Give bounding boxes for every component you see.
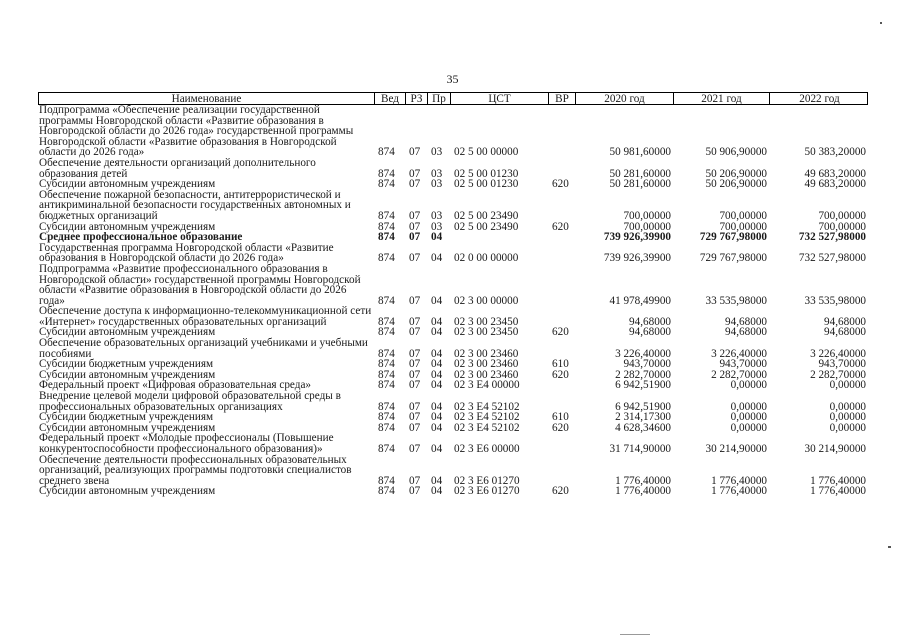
cell-vr: 620: [552, 485, 569, 498]
cell-name: Федеральный проект «Молодые профессионалы (Повышение конкурентоспособности профессионального образования)»: [39, 432, 334, 455]
cell-pr: 04: [431, 379, 443, 392]
cell-y2020: 2 314,17300: [615, 411, 671, 424]
cell-name: Среднее профессиональное образование: [39, 231, 243, 244]
cell-vr: 620: [552, 326, 569, 339]
cell-y2022: 0,00000: [829, 421, 866, 434]
budget-table: [38, 92, 868, 497]
header-name: Наименование: [39, 93, 375, 105]
cell-vr: 610: [552, 358, 569, 371]
cell-y2020: 4 628,34600: [615, 421, 671, 434]
cell-y2021: 0,00000: [730, 421, 767, 434]
cell-ved: 874: [378, 379, 395, 392]
cell-cst: 02 5 00 00000: [454, 146, 519, 159]
cell-rz: 07: [409, 167, 421, 180]
cell-pr: 04: [431, 485, 443, 498]
cell-y2020: 41 978,49900: [609, 294, 671, 307]
cell-y2021: 50 206,90000: [705, 178, 767, 191]
cell-name: Субсидии бюджетным учреждениям: [39, 411, 214, 424]
cell-rz: 07: [409, 347, 421, 360]
cell-y2022: 49 683,20000: [804, 178, 866, 191]
cell-y2020: 1 776,40000: [615, 485, 671, 498]
cell-ved: 874: [378, 368, 395, 381]
cell-name: Подпрограмма «Развитие профессионального образования в Новгородской области» государственной программы Новгородской области «Развитие образования в Новгородской области до 2026 года»: [39, 262, 361, 307]
cell-name: Федеральный проект «Цифровая образовательная среда»: [39, 379, 312, 392]
cell-cst: 02 3 E4 00000: [454, 379, 520, 392]
cell-ved: 874: [378, 326, 395, 339]
cell-rz: 07: [409, 368, 421, 381]
cell-y2022: 732 527,98000: [798, 252, 866, 265]
cell-rz: 07: [409, 252, 421, 265]
cell-pr: 04: [431, 315, 443, 328]
cell-cst: 02 3 E4 52102: [454, 400, 520, 413]
cell-rz: 07: [409, 315, 421, 328]
cell-pr: 04: [431, 443, 443, 455]
cell-y2020: 739 926,39900: [603, 252, 671, 265]
cell-y2020: 50 281,60000: [609, 167, 671, 180]
cell-ved: 874: [378, 252, 395, 265]
cell-ved: 874: [378, 315, 395, 328]
cell-cst: 02 5 00 01230: [454, 167, 519, 180]
cell-y2021: 729 767,98000: [699, 231, 767, 244]
cell-pr: 04: [431, 411, 443, 424]
cell-y2022: 0,00000: [829, 411, 866, 424]
cell-rz: 07: [409, 146, 421, 159]
cell-y2020: 94,68000: [629, 315, 671, 328]
table-row: [38, 433, 868, 454]
cell-pr: 04: [431, 368, 443, 381]
table-row: [38, 486, 868, 497]
cell-pr: 03: [431, 209, 443, 222]
cell-cst: 02 0 00 00000: [454, 252, 519, 265]
cell-rz: 07: [409, 400, 421, 413]
cell-y2021: 1 776,40000: [711, 474, 767, 487]
cell-y2021: 700,00000: [719, 220, 767, 233]
cell-rz: 07: [409, 178, 421, 191]
table-row: [38, 391, 868, 412]
cell-pr: 03: [431, 178, 443, 191]
cell-name: Обеспечение деятельности организаций дополнительного образования детей: [39, 156, 316, 180]
table-row: [38, 338, 868, 359]
cell-y2022: 94,68000: [824, 326, 866, 339]
cell-y2022: 0,00000: [829, 379, 866, 392]
cell-cst: 02 3 E6 01270: [454, 474, 520, 487]
cell-y2021: 2 282,70000: [711, 368, 767, 381]
cell-pr: 03: [431, 220, 443, 233]
header-pr: Пр: [428, 93, 451, 105]
cell-cst: 02 3 E6 01270: [454, 485, 520, 498]
cell-name: Субсидии автономным учреждениям: [39, 178, 216, 191]
cell-ved: 874: [378, 294, 395, 307]
cell-rz: 07: [409, 294, 421, 307]
table-row: [38, 105, 868, 158]
cell-name: Субсидии бюджетным учреждениям: [39, 358, 214, 371]
cell-name: Обеспечение образовательных организаций учебниками и учебными пособиями: [39, 337, 368, 360]
header-cst: ЦСТ: [451, 93, 549, 105]
cell-cst: 02 3 00 23450: [454, 326, 519, 339]
cell-rz: 07: [409, 220, 421, 233]
scan-mark: [880, 22, 882, 24]
cell-cst: 02 3 00 00000: [454, 294, 519, 307]
cell-y2022: 49 683,20000: [804, 167, 866, 180]
cell-pr: 03: [431, 146, 443, 159]
cell-y2020: 31 714,90000: [609, 443, 671, 455]
scan-mark: [888, 546, 891, 548]
cell-name: Обеспечение пожарной безопасности, антитеррористической и антикриминальной безопасности государственных автономных и бюджетных организаций: [39, 188, 351, 222]
cell-y2022: 94,68000: [824, 315, 866, 328]
cell-y2020: 943,70000: [623, 358, 671, 371]
cell-name: Внедрение целевой модели цифровой образовательной среды в профессиональных образовательных организациях: [39, 390, 341, 413]
cell-name: Субсидии автономным учреждениям: [39, 368, 216, 381]
cell-y2021: 94,68000: [725, 315, 767, 328]
table-row: [38, 243, 868, 264]
cell-y2020: 700,00000: [623, 220, 671, 233]
cell-cst: 02 3 E6 00000: [454, 443, 520, 455]
page-number: 35: [446, 72, 459, 86]
cell-y2021: 50 906,90000: [705, 146, 767, 159]
cell-cst: 02 5 00 01230: [454, 178, 519, 191]
cell-pr: 04: [431, 231, 443, 244]
header-ved: Вед: [375, 93, 406, 105]
cell-cst: 02 5 00 23490: [454, 220, 519, 233]
cell-y2022: 0,00000: [829, 400, 866, 413]
cell-name: Обеспечение доступа к информационно-телекоммуникационной сети «Интернет» государственных образовательных организаций: [39, 305, 372, 328]
cell-pr: 04: [431, 474, 443, 487]
cell-y2021: 94,68000: [725, 326, 767, 339]
cell-y2020: 6 942,51900: [615, 379, 671, 392]
cell-y2021: 3 226,40000: [711, 347, 767, 360]
cell-y2022: 50 383,20000: [804, 146, 866, 159]
cell-vr: 620: [552, 421, 569, 434]
cell-y2021: 943,70000: [719, 358, 767, 371]
cell-name: Подпрограмма «Обеспечение реализации государственной программы Новгородской области «Развитие образования в Новгородской области до 2026 года» государственной программы Новгородской области «Развитие образования в Новгородской области до 2026 года»: [39, 104, 354, 159]
cell-cst: 02 5 00 23490: [454, 209, 519, 222]
header-2020: 2020 год: [576, 93, 674, 105]
cell-y2021: 729 767,98000: [699, 252, 767, 265]
header-vr: ВР: [549, 93, 576, 105]
cell-ved: 874: [378, 347, 395, 360]
cell-y2021: 0,00000: [730, 411, 767, 424]
cell-pr: 04: [431, 421, 443, 434]
cell-ved: 874: [378, 220, 395, 233]
cell-rz: 07: [409, 421, 421, 434]
header-2021: 2021 год: [674, 93, 770, 105]
header-rz: РЗ: [406, 93, 428, 105]
cell-ved: 874: [378, 167, 395, 180]
cell-pr: 04: [431, 400, 443, 413]
cell-cst: 02 3 E4 52102: [454, 421, 520, 434]
cell-ved: 874: [378, 231, 395, 244]
cell-rz: 07: [409, 443, 421, 455]
cell-vr: 620: [552, 368, 569, 381]
cell-cst: 02 3 00 23460: [454, 347, 519, 360]
cell-vr: 620: [552, 178, 569, 191]
cell-y2022: 943,70000: [818, 358, 866, 371]
cell-y2022: 700,00000: [818, 209, 866, 222]
cell-name: Обеспечение деятельности профессиональных образовательных организаций, реализующих программы подготовки специалистов среднего звена: [39, 453, 352, 487]
header-2022: 2022 год: [799, 93, 840, 105]
cell-y2021: 700,00000: [719, 209, 767, 222]
cell-y2021: 1 776,40000: [711, 485, 767, 498]
cell-rz: 07: [409, 326, 421, 339]
cell-ved: 874: [378, 358, 395, 371]
cell-y2022: 30 214,90000: [804, 443, 866, 455]
cell-rz: 07: [409, 231, 421, 244]
cell-name: Субсидии автономным учреждениям: [39, 326, 216, 339]
table-row: [38, 306, 868, 327]
cell-rz: 07: [409, 411, 421, 424]
cell-cst: 02 3 E4 52102: [454, 411, 520, 424]
cell-y2021: 33 535,98000: [705, 294, 767, 307]
table-row: [38, 264, 868, 306]
cell-y2020: 6 942,51900: [615, 400, 671, 413]
scan-mark: [620, 634, 650, 635]
cell-ved: 874: [378, 178, 395, 191]
cell-ved: 874: [378, 474, 395, 487]
cell-name: Субсидии автономным учреждениям: [39, 421, 216, 434]
cell-y2020: 739 926,39900: [603, 231, 671, 244]
cell-rz: 07: [409, 209, 421, 222]
cell-rz: 07: [409, 358, 421, 371]
cell-y2022: 732 527,98000: [798, 231, 866, 244]
cell-pr: 04: [431, 252, 443, 265]
cell-vr: 620: [552, 220, 569, 233]
cell-y2020: 2 282,70000: [615, 368, 671, 381]
cell-pr: 03: [431, 167, 443, 180]
cell-y2020: 3 226,40000: [615, 347, 671, 360]
cell-y2020: 94,68000: [629, 326, 671, 339]
cell-ved: 874: [378, 443, 395, 455]
cell-y2020: 50 981,60000: [609, 146, 671, 159]
cell-rz: 07: [409, 474, 421, 487]
table-row: [38, 455, 868, 487]
cell-ved: 874: [378, 209, 395, 222]
cell-pr: 04: [431, 358, 443, 371]
cell-vr: 610: [552, 411, 569, 424]
cell-rz: 07: [409, 379, 421, 392]
cell-cst: 02 3 00 23450: [454, 315, 519, 328]
cell-pr: 04: [431, 347, 443, 360]
cell-y2021: 30 214,90000: [705, 443, 767, 455]
cell-name: Субсидии автономным учреждениям: [39, 220, 216, 233]
cell-pr: 04: [431, 326, 443, 339]
cell-ved: 874: [378, 421, 395, 434]
cell-y2022: 1 776,40000: [810, 474, 866, 487]
cell-y2022: 700,00000: [818, 220, 866, 233]
cell-y2022: 1 776,40000: [810, 485, 866, 498]
table-row: [38, 190, 868, 222]
cell-name: Государственная программа Новгородской области «Развитие образования в Новгородской области до 2026 года»: [39, 241, 334, 265]
cell-y2022: 2 282,70000: [810, 368, 866, 381]
table-body: [38, 105, 868, 497]
cell-pr: 04: [431, 294, 443, 307]
cell-y2022: 33 535,98000: [804, 294, 866, 307]
cell-name: Субсидии автономным учреждениям: [39, 485, 216, 498]
cell-cst: 02 3 00 23460: [454, 358, 519, 371]
cell-y2020: 1 776,40000: [615, 474, 671, 487]
cell-ved: 874: [378, 400, 395, 413]
cell-rz: 07: [409, 485, 421, 498]
cell-y2022: 3 226,40000: [810, 347, 866, 360]
cell-ved: 874: [378, 146, 395, 159]
table-row: [38, 158, 868, 179]
cell-ved: 874: [378, 485, 395, 498]
cell-cst: 02 3 00 23460: [454, 368, 519, 381]
cell-y2021: 0,00000: [730, 400, 767, 413]
cell-y2021: 0,00000: [730, 379, 767, 392]
cell-y2020: 700,00000: [623, 209, 671, 222]
cell-y2020: 50 281,60000: [609, 178, 671, 191]
cell-ved: 874: [378, 411, 395, 424]
cell-y2021: 50 206,90000: [705, 167, 767, 180]
